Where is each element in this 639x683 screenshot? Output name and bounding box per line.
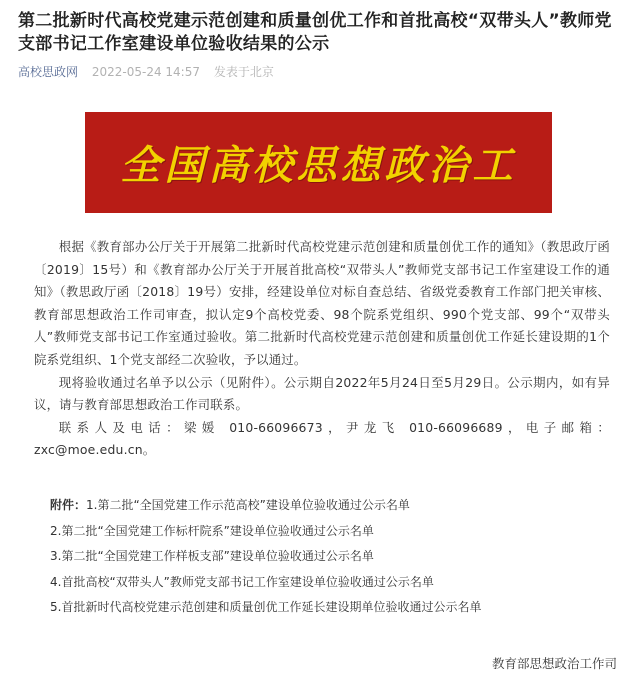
attachment-item: 3.第二批“全国党建工作样板支部”建设单位验收通过公示名单 xyxy=(50,549,374,563)
attachment-item: 5.首批新时代高校党建示范创建和质量创优工作延长建设期单位验收通过公示名单 xyxy=(50,600,482,614)
source-link[interactable]: 高校思政网 xyxy=(18,65,79,79)
signature: 教育部思想政治工作司 xyxy=(491,656,617,671)
attachment-item: 附件：1.第二批“全国党建工作示范高校”建设单位验收通过公示名单 xyxy=(50,498,410,512)
body-paragraph: 联系人及电话：梁媛 010-66096673，尹龙飞 010-66096689，电子邮箱：zxc@moe.edu.cn。 xyxy=(34,419,610,458)
article-meta xyxy=(18,63,274,80)
attachment-label: 附件： xyxy=(50,498,87,512)
article-body xyxy=(34,236,610,462)
banner-text: 全国高校思想政治工 xyxy=(120,142,517,189)
attachment-item: 4.首批高校“双带头人”教师党支部书记工作室建设单位验收通过公示名单 xyxy=(50,574,434,589)
body-paragraph: 现将验收通过名单予以公示（见附件）。公示期自2022年5月24日至5月29日。公示期内，如有异议，请与教育部思想政治工作司联系。 xyxy=(34,374,610,413)
publish-location: 发表于北京 xyxy=(213,65,274,79)
publish-date: 2022-05-24 14:57 xyxy=(91,65,200,79)
attachment-list xyxy=(50,493,610,621)
attachment-item: 2.第二批“全国党建工作标杆院系”建设单位验收通过公示名单 xyxy=(50,523,374,538)
article-title: 第二批新时代高校党建示范创建和质量创优工作和首批高校“双带头人”教师党支部书记工作室建设单位验收结果的公示 xyxy=(18,11,612,54)
banner-image xyxy=(85,112,552,213)
body-paragraph: 根据《教育部办公厅关于开展第二批新时代高校党建示范创建和质量创优工作的通知》（教思政厅函〔2019〕15号）和《教育部办公厅关于开展首批高校“双带头人”教师党支部书记工作室建设工作的通知》（教思政厅函〔2018〕19号）安排，经建设单位对标自查总结、省级党委教育工作部门把关审核、教育部思想政治工作司审查，拟认定9个高校党委、98个院系党组织、990个党支部、99个“双带头人”教师党支部书记工作室通过验收。第二批新时代高校党建示范创建和质量创优工作延长建设期的1个院系党组织、1个党支部经二次验收，予以通过。 xyxy=(34,239,610,367)
